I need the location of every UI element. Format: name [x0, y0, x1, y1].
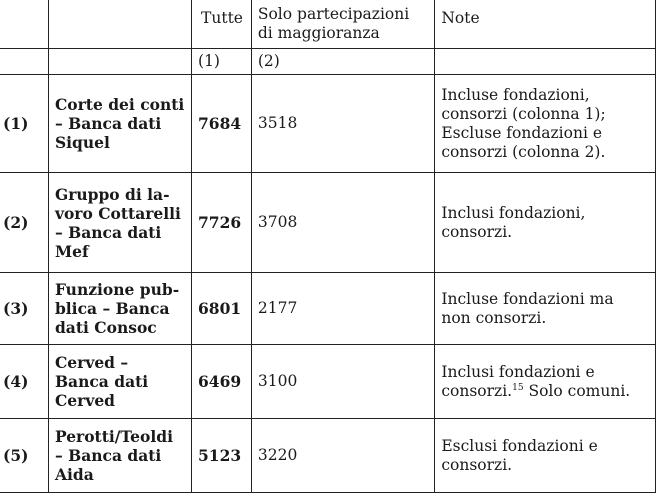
- row-note-main: Inclusi fondazioni e consorzi.: [441, 362, 595, 400]
- header-empty-cell: [48, 0, 191, 49]
- row-source: Corte dei conti – Banca dati Siquel: [48, 75, 191, 173]
- row-note: Incluse fondazioni ma non consorzi.: [435, 273, 656, 345]
- row-id: (1): [0, 75, 48, 173]
- row-all-value: 7684: [192, 75, 252, 173]
- row-majority-value: 2177: [251, 273, 434, 345]
- row-all-value: 6801: [192, 273, 252, 345]
- row-note: Incluse fondazioni, consorzi (colonna 1); Escluse fondazioni e consorzi (colonna 2).: [435, 75, 656, 173]
- subheader-all: (1): [192, 49, 252, 75]
- header-all: Tutte: [192, 0, 252, 49]
- header-row: [0, 0, 656, 49]
- row-note: Esclusi fondazioni e consorzi.: [435, 419, 656, 493]
- subheader-empty-cell: [435, 49, 656, 75]
- row-all-value: 6469: [192, 345, 252, 419]
- row-id: (4): [0, 345, 48, 419]
- row-note-tail: Solo comuni.: [523, 381, 631, 400]
- row-source: Perotti/Teoldi – Banca dati Aida: [48, 419, 191, 493]
- row-id: (2): [0, 173, 48, 273]
- row-source: Cerved – Banca dati Cerved: [48, 345, 191, 419]
- header-notes: Note: [435, 0, 656, 49]
- row-source: Gruppo di la-voro Cottarelli – Banca dati Mef: [48, 173, 191, 273]
- row-majority-value: 3708: [251, 173, 434, 273]
- table-row: [0, 173, 656, 273]
- row-source: Funzione pub-blica – Banca dati Consoc: [48, 273, 191, 345]
- header-majority: Solo partecipazioni di maggioranza: [251, 0, 434, 49]
- row-all-value: 5123: [192, 419, 252, 493]
- row-id: (5): [0, 419, 48, 493]
- row-id: (3): [0, 273, 48, 345]
- row-all-value: 7726: [192, 173, 252, 273]
- row-majority-value: 3518: [251, 75, 434, 173]
- subheader-row: [0, 49, 656, 75]
- subheader-majority: (2): [251, 49, 434, 75]
- subheader-empty-cell: [48, 49, 191, 75]
- table-row: [0, 419, 656, 493]
- table-row: [0, 75, 656, 173]
- table-row: [0, 273, 656, 345]
- table-row: [0, 345, 656, 419]
- subheader-empty-cell: [0, 49, 48, 75]
- row-majority-value: 3100: [251, 345, 434, 419]
- row-note: [435, 345, 656, 419]
- row-majority-value: 3220: [251, 419, 434, 493]
- row-note: Inclusi fondazioni, consorzi.: [435, 173, 656, 273]
- footnote-marker: 15: [512, 382, 524, 393]
- header-empty-cell: [0, 0, 48, 49]
